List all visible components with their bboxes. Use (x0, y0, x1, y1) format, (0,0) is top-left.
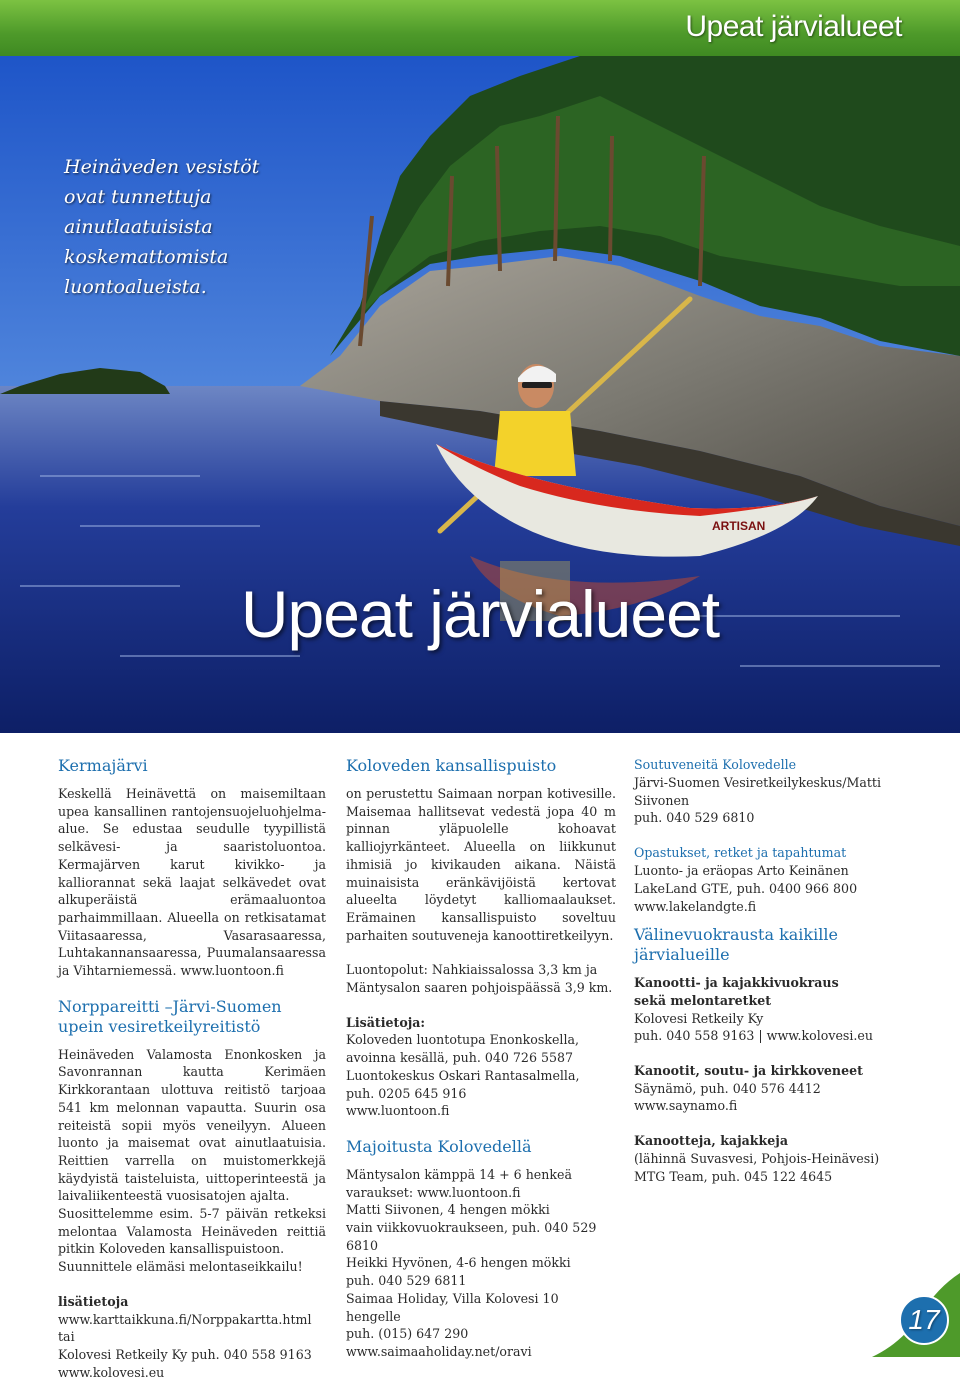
rental-group-1-title-1: Kanootti- ja kajakkivuokraus (634, 975, 839, 991)
majoitus-line-7: Saimaa Holiday, Villa Kolovesi 10 hengelle (346, 1290, 559, 1324)
quote-line-5: luontoalueista. (64, 276, 207, 298)
koloveden-text: on perustettu Saimaan norpan kotivesille. Maisemaa hallitsevat vedestä jopa 40 m pinnan yläpuolelle kohoavat kalliojyrkänteet. Alueella on liikkunut ihmisiä jo kivikauden aikana. Näistä muinaisista eränkävijöistä kertovat alueelta löydetyt kalliomaalaukset. Erämainen kansallispuisto soveltuu parhaiten soutuveneja kanoottiretkeilyyn. (346, 786, 616, 943)
norppareitti-text: Heinäveden Valamosta Enonkosken ja Savonrannan kautta Kerimäen Kirkkorantaan ulottuva reitistö tarjoaa 541 km melonnan vapautta. Suurin osa reiteistä sopii myös veneilyyn. Alueen luonto ja maisemat ovat ainutlaatuisia. Reittien varrella on muistomerkkejä käydyistä taisteluista, uittoperinteestä ja laivaliikenteestä vuosisatojen ajalta. (58, 1046, 326, 1204)
header-bar (0, 0, 960, 56)
majoitus-line-3: Matti Siivonen, 4 hengen mökki (346, 1202, 550, 1218)
rental-group-3-line-2: MTG Team, puh. 045 122 4645 (634, 1168, 833, 1184)
column-3 (634, 756, 904, 1185)
page-number: 17 (908, 1304, 940, 1335)
majoitus-line-8: puh. (015) 647 290 (346, 1326, 469, 1342)
quote-line-3: ainutlaatuisista (64, 216, 213, 238)
hero-title: Upeat järvialueet (240, 577, 720, 651)
majoitus-link[interactable]: www.saimaaholiday.net/oravi (346, 1343, 532, 1359)
majoitus-line-5: Heikki Hyvönen, 4-6 hengen mökki (346, 1255, 571, 1271)
majoitus-line-6: puh. 040 529 6811 (346, 1273, 467, 1289)
koloveden-info-line-4: puh. 0205 645 916 (346, 1085, 467, 1101)
rental-group-2-title: Kanootit, soutu- ja kirkkoveneet (634, 1063, 863, 1079)
rental-group-2-link[interactable]: www.saynamo.fi (634, 1098, 738, 1114)
soutuveneita-line-2: puh. 040 529 6810 (634, 810, 755, 826)
heading-opastukset: Opastukset, retket ja tapahtumat (634, 845, 847, 861)
section-heading-norppareitti: Norppareitti –Järvi-Suomen upein vesiretkeilyreitistö (58, 996, 282, 1036)
majoitus-line-2: varaukset: www.luontoon.fi (346, 1184, 521, 1200)
koloveden-info-link[interactable]: www.luontoon.fi (346, 1103, 450, 1119)
info-label: lisätietoja (58, 1293, 129, 1309)
koloveden-info-line-2: avoinna kesällä, puh. 040 726 5587 (346, 1050, 574, 1066)
quote-line-2: ovat tunnettuja (64, 186, 212, 208)
header-title: Upeat järvialueet (685, 10, 902, 43)
rental-group-3-title: Kanootteja, kajakkeja (634, 1133, 788, 1149)
rental-group-1-title-2: sekä melontaretket (634, 992, 772, 1008)
majoitus-line-1: Mäntysalon kämppä 14 + 6 henkeä (346, 1166, 572, 1182)
kayak-brand-label: ARTISAN (712, 519, 766, 533)
hero-quote (64, 152, 304, 302)
rental-group-1-line-1: Kolovesi Retkeily Ky (634, 1010, 764, 1026)
column-1 (58, 756, 326, 1381)
rental-group-2-line-1: Säynämö, puh. 040 576 4412 (634, 1080, 821, 1096)
norppareitti-text-2: Suosittelemme esim. 5-7 päivän retkeksi melontaa Valamosta Heinäveden reittiä pitkin Koloveden kansallispuistoon. (58, 1206, 326, 1257)
majoitus-line-4: vain viikkovuokraukseen, puh. 040 529 6810 (346, 1220, 597, 1253)
koloveden-info-label: Lisätietoja: (346, 1014, 426, 1030)
quote-line-4: koskemattomista (64, 246, 229, 268)
rental-group-1-line-2: puh. 040 558 9163 | www.kolovesi.eu (634, 1028, 873, 1044)
info-phone: Kolovesi Retkeily Ky puh. 040 558 9163 (58, 1346, 312, 1362)
soutuveneita-line-1: Järvi-Suomen Vesiretkeilykeskus/Matti Siivonen (634, 775, 882, 808)
column-2 (346, 756, 616, 1361)
quote-line-1: Heinäveden vesistöt (64, 156, 260, 178)
opastukset-line-2: LakeLand GTE, puh. 0400 966 800 (634, 880, 858, 896)
section-heading-valinevuokraus: Välinevuokrausta kaikille järvialueille (634, 925, 838, 965)
hero-photo (0, 56, 960, 733)
opastukset-line-1: Luonto- ja eräopas Arto Keinänen (634, 863, 849, 879)
section-heading-kermajarvi: Kermajärvi (58, 756, 148, 775)
opastukset-link[interactable]: www.lakelandgte.fi (634, 898, 757, 914)
kermajarvi-text: Keskellä Heinävettä on maisemiltaan upea kansallinen rantojensuojeluohjelma-alue. Se edustaa seudulle tyypillistä selkävesi- ja saaristoluontoa. Kermajärven karut kivikko- ja kalliorannat sekä laajat selkävedet ovat alkuperäistä erämaaluontoa parhaimmillaan. Alueella on retkisatamat Viitasaaressa, Vasarasaaressa, Luhtakannansaaressa, Puumalansaaressa ja Vihtarniemessä. www.luontoon.fi (58, 786, 326, 979)
koloveden-paths: Luontopolut: Nahkiaissalossa 3,3 km ja Mäntysalon saaren pohjoispäässä 3,9 km. (346, 962, 613, 996)
info-link-kolovesi[interactable]: www.kolovesi.eu (58, 1364, 165, 1380)
section-heading-koloveden: Koloveden kansallispuisto (346, 756, 557, 775)
section-heading-majoitus: Majoitusta Kolovedellä (346, 1136, 532, 1156)
koloveden-info-line-1: Koloveden luontotupa Enonkoskella, (346, 1032, 580, 1048)
info-link-karttaikkuna[interactable]: www.karttaikkuna.fi/Norppakartta.html tai (58, 1311, 312, 1345)
koloveden-info-line-3: Luontokeskus Oskari Rantasalmella, (346, 1067, 580, 1083)
heading-soutuveneita: Soutuveneitä Kolovedelle (634, 757, 797, 772)
norppareitti-text-3: Suunnittele elämäsi melontaseikkailu! (58, 1259, 303, 1275)
rental-group-3-line-1: (lähinnä Suvasvesi, Pohjois-Heinävesi) (634, 1150, 880, 1166)
